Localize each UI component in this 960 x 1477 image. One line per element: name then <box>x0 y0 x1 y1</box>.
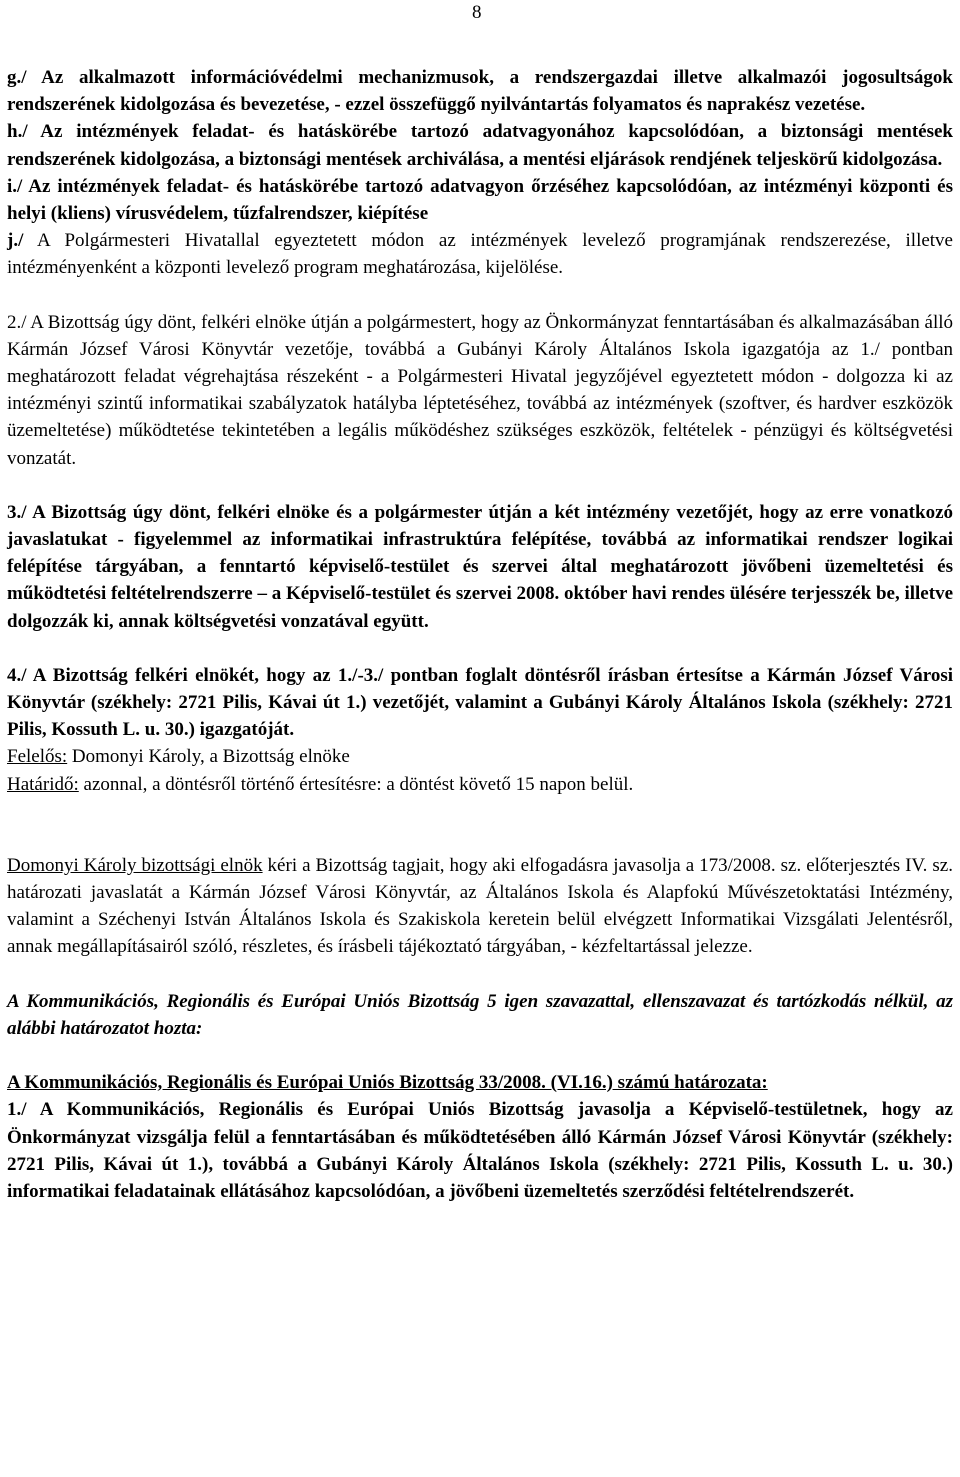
resolution-title <box>7 1069 953 1096</box>
point-2-text: 2./ A Bizottság úgy dönt, felkéri elnöke útján a polgármestert, hogy az Önkormányzat fenntartásában és alkalmazásában álló Kármán József Városi Könyvtár vezetője, továbbá a Gubányi Károly Általános Iskola igazgatója az 1./ pontban meghatározott feladat végrehajtása részeként - a Polgármesteri Hivatal jegyzőjével egyeztetett módon - dolgozza ki az intézményi szintű informatikai szabályzatok hatályba léptetéséhez, továbbá az intézmények (szoftver, és hardver eszközök üzemeltetése) működtetése tekintetében a legális működéshez szükséges eszközök, feltételek - pénzügyi és költségvetési vonzatát. <box>7 311 953 469</box>
point-3-text: 3./ A Bizottság úgy dönt, felkéri elnöke és a polgármester útján a két intézmény vezetőjét, hogy az erre vonatkozó javaslatukat - figyelemmel az informatikai infrastruktúra felépítése, továbbá az informatikai rendszer logikai felépítése tárgyában, a fenntartó képviselő-testület és szervei által meghatározott jövőbeni üzemeltetési és működtetési feltételrendszerre – a Képviselő-testület és szervei 2008. október havi rendes ülésére terjesszék be, illetve dolgozzák ki, annak költségvetési vonzatával együtt. <box>7 501 953 632</box>
responsible-line <box>7 743 953 770</box>
item-h-text: Az intézmények feladat- és hatáskörébe tartozó adatvagyonához kapcsolódóan, a biztonsági mentések rendszerének kidolgozása, a biztonsági mentések archiválása, a mentési eljárások rendjének teljeskörű kidolgozása. <box>7 121 953 170</box>
item-i <box>7 173 953 227</box>
item-j <box>7 227 953 281</box>
chair-request <box>7 852 953 961</box>
resolution-point-1 <box>7 1096 953 1205</box>
point-2 <box>7 309 953 472</box>
item-j-prefix: j./ <box>7 230 24 252</box>
resolution-title-text: A Kommunikációs, Regionális és Európai Uniós Bizottság 33/2008. (VI.16.) számú határozata: <box>7 1072 768 1094</box>
item-g <box>7 64 953 118</box>
chair-name: Domonyi Károly bizottsági elnök <box>7 854 263 876</box>
point-4-text: 4./ A Bizottság felkéri elnökét, hogy az 1./-3./ pontban foglalt döntésről írásban értesítse a Kármán József Városi Könyvtár (székhely: 2721 Pilis, Kávai út 1.) vezetőjét, valamint a Gubányi Károly Általános Iskola (székhely: 2721 Pilis, Kossuth L. u. 30.) igazgatóját. <box>7 664 953 741</box>
chair-text: kéri a Bizottság tagjait, hogy aki elfogadásra javasolja a 173/2008. sz. előterjesztés IV. sz. határozati javaslatát a Kármán József Városi Könyvtár, az Általános Iskola és Alapfokú Művészetoktatási Intézmény, valamint a Széchenyi István Általános Iskola és Szakiskola keretein belül elvégzett Informatikai Vizsgálati Jelentésről, annak megállapításairól szóló, részletes, és írásbeli tájékoztató tárgyában, - kézfeltartással jelezze. <box>7 854 953 958</box>
deadline-value: azonnal, a döntésről történő értesítésre: a döntést követő 15 napon belül. <box>78 773 634 795</box>
point-4 <box>7 662 953 744</box>
resolution-point-1-text: 1./ A Kommunikációs, Regionális és Európai Uniós Bizottság javasolja a Képviselő-testületnek, hogy az Önkormányzat vizsgálja felül a fenntartásában és működtetésében álló Kármán József Városi Könyvtár (székhely: 2721 Pilis, Kávai út 1.), továbbá a Gubányi Károly Általános Iskola (székhely: 2721 Pilis, Kossuth L. u. 30.) informatikai feladatainak ellátásához kapcsolódóan, a jövőbeni üzemeltetés szerződési feltételrendszerét. <box>7 1099 953 1202</box>
document-body <box>7 64 953 1205</box>
item-h-prefix: h./ <box>7 121 28 143</box>
deadline-line <box>7 771 953 798</box>
responsible-label: Felelős: <box>7 746 68 768</box>
responsible-value: Domonyi Károly, a Bizottság elnöke <box>67 746 350 768</box>
page-number: 8 <box>472 2 482 23</box>
deadline-label: Határidő: <box>7 773 79 795</box>
item-j-text: A Polgármesteri Hivatallal egyeztetett módon az intézmények levelező programjának rendszerezése, illetve intézményenként a központi levelező program meghatározása, kijelölése. <box>7 230 953 279</box>
vote-result <box>7 988 953 1042</box>
item-g-text: g./ Az alkalmazott információvédelmi mechanizmusok, a rendszergazdai illetve alkalmazói jogosultságok rendszerének kidolgozása és bevezetése, - ezzel összefüggő nyilvántartás folyamatos és naprakész vezetése. <box>7 67 953 116</box>
vote-result-text: A Kommunikációs, Regionális és Európai Uniós Bizottság 5 igen szavazattal, ellenszavazat és tartózkodás nélkül, az alábbi határozatot hozta: <box>7 990 953 1039</box>
item-i-text: i./ Az intézmények feladat- és hatáskörébe tartozó adatvagyon őrzéséhez kapcsolódóan, az intézményi központi és helyi (kliens) vírusvédelem, tűzfalrendszer, kiépítése <box>7 175 953 225</box>
point-3 <box>7 499 953 635</box>
item-h <box>7 118 953 172</box>
